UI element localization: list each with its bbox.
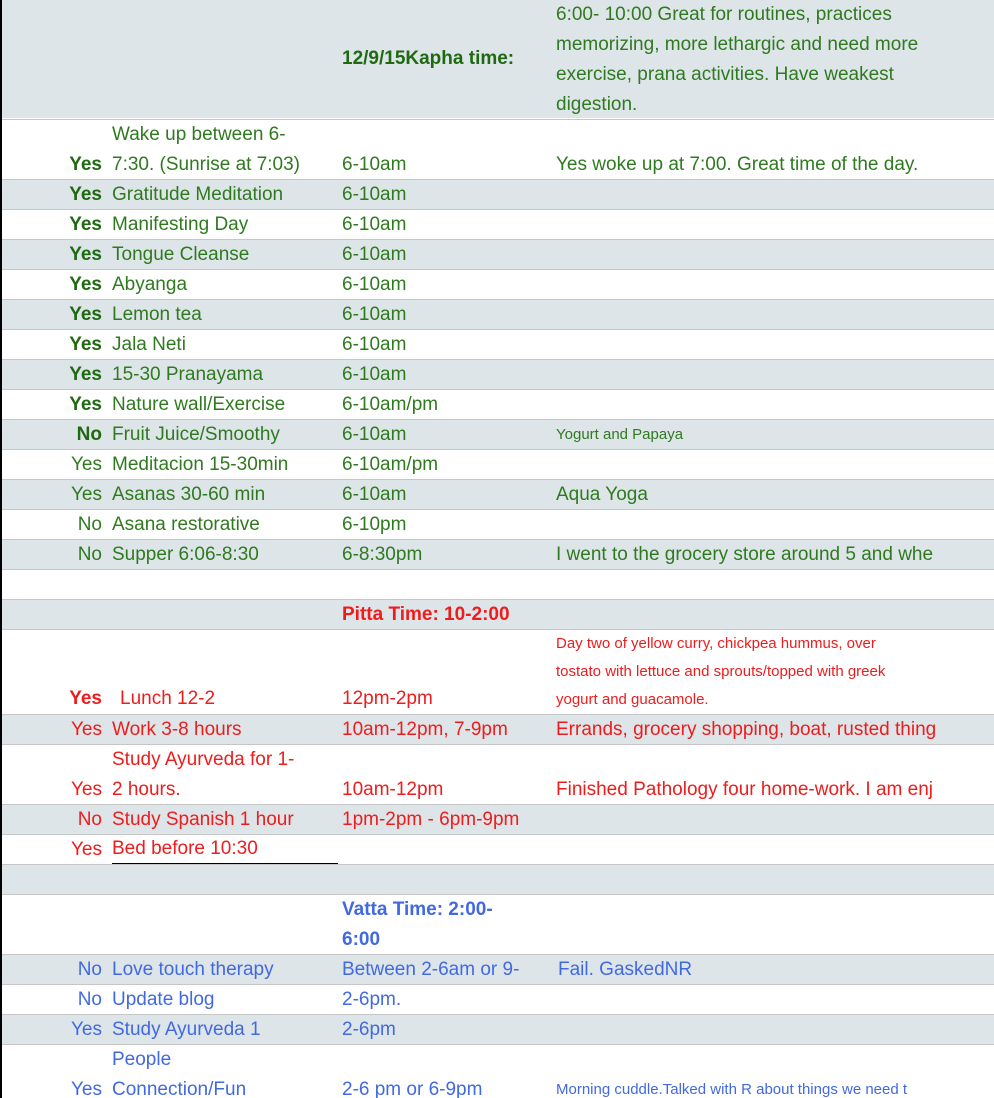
status-cell: No (76, 424, 102, 445)
status-cell: Yes (71, 484, 102, 505)
time-cell: 6-8:30pm (342, 544, 423, 565)
time-cell: 10am-12pm, 7-9pm (342, 719, 508, 740)
time-cell: Between 2-6am or 9- (342, 959, 520, 980)
time-cell: 2-6pm (342, 1019, 396, 1040)
note-cell: Fail. GaskedNR (558, 959, 693, 980)
status-cell: Yes (69, 184, 102, 205)
table-row[interactable] (2, 1014, 994, 1044)
table-row[interactable] (2, 629, 994, 714)
time-cell: 6-10am (342, 424, 407, 445)
table-row[interactable] (2, 389, 994, 419)
kapha-desc-3: exercise, prana activities. Have weakest (556, 64, 894, 85)
status-cell: Yes (69, 214, 102, 235)
time-cell: 6-10am (342, 484, 407, 505)
time-cell: 1pm-2pm - 6pm-9pm (342, 809, 520, 830)
table-row[interactable] (2, 179, 994, 209)
table-row[interactable] (2, 714, 994, 744)
activity-cell: Asanas 30-60 min (112, 484, 266, 505)
activity-cell: Update blog (112, 989, 215, 1010)
time-cell: 6-10am (342, 334, 407, 355)
status-cell: No (77, 959, 102, 980)
activity-cell: Meditacion 15-30min (112, 454, 289, 475)
time-cell: 6-10am (342, 184, 407, 205)
kapha-desc-1: 6:00- 10:00 Great for routines, practices (556, 4, 892, 25)
activity-cell: Lunch 12-2 (120, 688, 216, 709)
time-cell: 6-10am (342, 154, 407, 175)
table-row[interactable] (2, 984, 994, 1014)
note-cell: I went to the grocery store around 5 and whe (556, 544, 934, 565)
activity-cell: People (112, 1049, 172, 1070)
table-row[interactable] (2, 419, 994, 449)
status-cell: Yes (69, 688, 102, 709)
time-cell: 6-10am/pm (342, 454, 439, 475)
note-cell: Aqua Yoga (556, 484, 648, 505)
table-row[interactable] (2, 359, 994, 389)
status-cell: Yes (71, 1019, 102, 1040)
status-cell: Yes (69, 394, 102, 415)
activity-cell: 7:30. (Sunrise at 7:03) (112, 154, 300, 175)
kapha-date-title: 12/9/15Kapha time: (342, 48, 515, 69)
empty-row[interactable] (2, 864, 994, 894)
time-cell: 6-10am (342, 274, 407, 295)
note-cell: Morning cuddle.Talked with R about things we need t (556, 1081, 908, 1098)
table-row[interactable] (2, 1044, 994, 1098)
note-cell: yogurt and guacamole. (556, 691, 709, 708)
time-cell: 6-10pm (342, 514, 407, 535)
activity-cell: Nature wall/Exercise (112, 394, 286, 415)
kapha-desc-2: memorizing, more lethargic and need more (556, 34, 919, 55)
status-cell: No (77, 514, 102, 535)
table-row[interactable] (2, 509, 994, 539)
status-cell: No (77, 989, 102, 1010)
status-cell: Yes (69, 154, 102, 175)
status-cell: Yes (71, 719, 102, 740)
table-row[interactable] (2, 744, 994, 804)
status-cell: No (77, 544, 102, 565)
status-cell: Yes (69, 334, 102, 355)
status-cell: Yes (69, 244, 102, 265)
activity-cell: Connection/Fun (112, 1079, 247, 1098)
table-row[interactable] (2, 954, 994, 984)
note-cell: Finished Pathology four home-work. I am enj (556, 779, 934, 800)
activity-cell: Gratitude Meditation (112, 184, 284, 205)
activity-cell: 15-30 Pranayama (112, 364, 264, 385)
pitta-header-row[interactable] (2, 599, 994, 629)
status-cell: Yes (71, 839, 102, 860)
activity-cell: Study Ayurveda 1 (112, 1019, 261, 1040)
pitta-title: Pitta Time: 10-2:00 (342, 604, 510, 625)
activity-cell: Manifesting Day (112, 214, 249, 235)
activity-cell: Jala Neti (112, 334, 186, 355)
time-cell: 6-10am/pm (342, 394, 439, 415)
note-cell: tostato with lettuce and sprouts/topped with greek (556, 663, 886, 680)
kapha-header-row[interactable] (2, 0, 994, 118)
activity-cell: Love touch therapy (112, 959, 274, 980)
activity-cell: Study Spanish 1 hour (112, 809, 294, 830)
status-cell: Yes (71, 779, 102, 800)
time-cell: 10am-12pm (342, 779, 444, 800)
table-row[interactable] (2, 209, 994, 239)
vatta-title-line2: 6:00 (342, 929, 381, 950)
table-row[interactable] (2, 329, 994, 359)
activity-cell: Bed before 10:30 (112, 835, 338, 864)
empty-row[interactable] (2, 569, 994, 599)
vatta-header-row[interactable] (2, 894, 994, 954)
activity-cell: Wake up between 6- (112, 124, 286, 145)
time-cell: 2-6 pm or 6-9pm (342, 1079, 483, 1098)
table-row[interactable] (2, 834, 994, 864)
table-row[interactable] (2, 269, 994, 299)
time-cell: 6-10am (342, 364, 407, 385)
time-cell: 6-10am (342, 214, 407, 235)
activity-cell: Asana restorative (112, 514, 260, 535)
status-cell: Yes (69, 304, 102, 325)
note-cell: Yes woke up at 7:00. Great time of the day. (556, 154, 919, 175)
table-row[interactable] (2, 239, 994, 269)
time-cell: 6-10am (342, 304, 407, 325)
note-cell: Yogurt and Papaya (556, 426, 684, 443)
status-cell: Yes (69, 364, 102, 385)
note-cell: Errands, grocery shopping, boat, rusted thing (556, 719, 937, 740)
activity-cell: 2 hours. (112, 779, 181, 800)
table-row[interactable] (2, 449, 994, 479)
activity-cell: Study Ayurveda for 1- (112, 749, 295, 770)
time-cell: 2-6pm. (342, 989, 402, 1010)
activity-cell: Abyanga (112, 274, 188, 295)
status-cell: No (77, 809, 102, 830)
activity-cell: Lemon tea (112, 304, 202, 325)
note-cell: Day two of yellow curry, chickpea hummus, over (556, 635, 876, 652)
status-cell: Yes (71, 454, 102, 475)
activity-cell: Tongue Cleanse (112, 244, 250, 265)
activity-cell: Work 3-8 hours (112, 719, 242, 740)
table-row[interactable] (2, 479, 994, 509)
activity-cell: Fruit Juice/Smoothy (112, 424, 280, 445)
activity-cell: Supper 6:06-8:30 (112, 544, 259, 565)
status-cell: Yes (69, 274, 102, 295)
kapha-desc-4: digestion. (556, 94, 638, 115)
time-cell: 12pm-2pm (342, 688, 433, 709)
table-row[interactable] (2, 539, 994, 569)
table-row[interactable] (2, 299, 994, 329)
table-row[interactable] (2, 119, 994, 179)
vatta-title-line1: Vatta Time: 2:00- (342, 899, 493, 920)
status-cell: Yes (71, 1079, 102, 1098)
time-cell: 6-10am (342, 244, 407, 265)
table-row[interactable] (2, 804, 994, 834)
